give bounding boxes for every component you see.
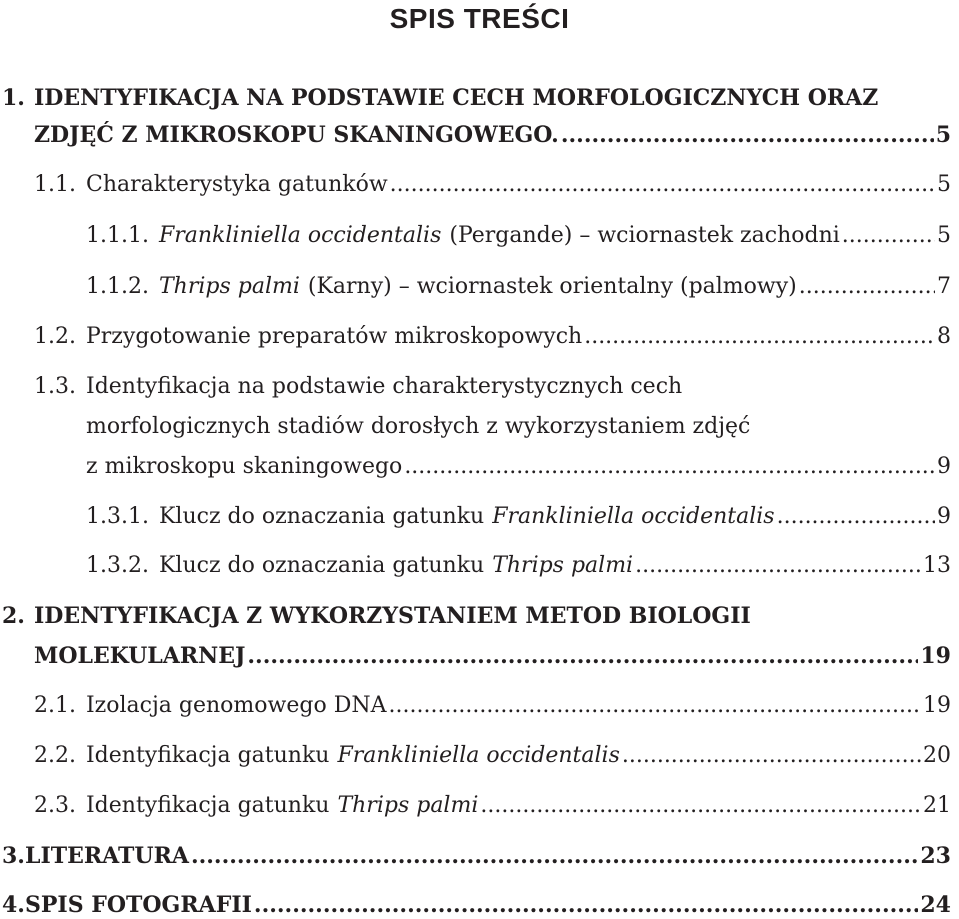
toc-page: 23 — [920, 843, 951, 869]
toc-section-3[interactable] — [2, 844, 951, 868]
toc-page: 20 — [923, 743, 951, 768]
toc-number: 1.3.1. — [86, 504, 149, 529]
toc-page: 21 — [923, 793, 951, 818]
leader-dots — [480, 794, 921, 818]
toc-title: Identyfikacja gatunku — [85, 743, 330, 768]
toc-page: 19 — [923, 693, 951, 718]
toc-number: 1.3. — [34, 374, 76, 399]
page-title: SPIS TREŚCI — [389, 3, 570, 34]
toc-page: 5 — [937, 223, 951, 248]
toc-title: (Karny) – wciornastek orientalny (palmowy) — [307, 274, 797, 299]
leader-dots — [404, 455, 935, 479]
toc-page: 19 — [920, 643, 951, 669]
toc-title: Identyfikacja gatunku — [85, 793, 330, 818]
toc-title: Charakterystyka gatunków — [85, 172, 388, 197]
leader-dots — [254, 893, 918, 917]
toc-title: IDENTYFIKACJA Z WYKORZYSTANIEM METOD BIOLOGII — [34, 603, 751, 629]
toc-entry-2-1[interactable] — [34, 694, 951, 718]
toc-number: 1.3.2. — [86, 553, 149, 578]
toc-number: 1. — [2, 85, 25, 111]
toc-entry-2-2[interactable] — [34, 744, 951, 768]
toc-number: 4. — [2, 892, 25, 918]
toc-page: 5 — [935, 122, 951, 148]
leader-dots — [390, 173, 935, 197]
toc-species-name: Frankliniella occidentalis — [158, 223, 442, 248]
toc-title: (Pergande) – wciornastek zachodni — [449, 223, 840, 248]
toc-title: Klucz do oznaczania gatunku — [158, 553, 485, 578]
toc-entry-1-3-line3[interactable] — [86, 455, 951, 479]
toc-species-name: Thrips palmi — [337, 793, 479, 818]
toc-title-cont: MOLEKULARNEJ — [34, 643, 246, 669]
toc-number: 1.1.2. — [86, 274, 149, 299]
leader-dots — [584, 325, 935, 349]
leader-dots — [191, 844, 918, 868]
leader-dots — [777, 505, 935, 529]
toc-entry-1-3-2[interactable] — [86, 554, 951, 578]
toc-number: 3. — [2, 843, 25, 869]
toc-page: 7 — [937, 274, 951, 299]
toc-title: Izolacja genomowego DNA — [85, 693, 387, 718]
toc-species-name: Frankliniella occidentalis — [492, 504, 775, 529]
toc-page: 8 — [937, 324, 951, 349]
toc-entry-1-3-1[interactable] — [86, 505, 951, 529]
toc-number: 2.3. — [34, 793, 76, 818]
toc-section-2-line1[interactable] — [2, 604, 751, 628]
toc-entry-1-1-1[interactable] — [86, 224, 951, 248]
leader-dots — [389, 694, 922, 718]
toc-title: Identyfikacja na podstawie charakterystycznych cech — [86, 374, 683, 399]
toc-title: IDENTYFIKACJA NA PODSTAWIE CECH MORFOLOGICZNYCH ORAZ — [34, 85, 879, 111]
toc-number: 1.1. — [34, 172, 76, 197]
leader-dots — [247, 644, 918, 668]
toc-title: LITERATURA — [24, 843, 189, 869]
toc-entry-1-3-line1[interactable] — [34, 375, 682, 399]
toc-number: 2.2. — [34, 743, 76, 768]
toc-title: SPIS FOTOGRAFII — [24, 892, 252, 918]
toc-section-2-line2[interactable] — [34, 644, 951, 668]
toc-title: Przygotowanie preparatów mikroskopowych — [85, 324, 583, 349]
leader-dots — [842, 224, 935, 248]
toc-page: 13 — [923, 553, 951, 578]
toc-species-name: Thrips palmi — [492, 553, 634, 578]
toc-species-name: Thrips palmi — [158, 274, 300, 299]
toc-number: 1.2. — [34, 324, 76, 349]
leader-dots — [635, 554, 921, 578]
toc-page: 24 — [920, 892, 951, 918]
toc-entry-2-3[interactable] — [34, 794, 951, 818]
toc-number: 2.1. — [34, 693, 76, 718]
toc-page: 5 — [937, 172, 951, 197]
leader-dots — [622, 744, 921, 768]
toc-title: Klucz do oznaczania gatunku — [158, 504, 485, 529]
toc-section-4[interactable] — [2, 893, 951, 917]
toc-section-1-line2[interactable] — [34, 123, 951, 147]
toc-entry-1-3-line2: morfologicznych stadiów dorosłych z wykorzystaniem zdjęć — [86, 414, 751, 439]
toc-entry-1-1[interactable] — [34, 173, 951, 197]
toc-title-cont: z mikroskopu skaningowego — [86, 454, 403, 479]
toc-title-cont: ZDJĘĆ Z MIKROSKOPU SKANINGOWEGO. — [34, 122, 559, 148]
toc-species-name: Frankliniella occidentalis — [337, 743, 620, 768]
toc-number: 1.1.1. — [86, 223, 149, 248]
toc-number: 2. — [2, 603, 25, 629]
toc-page: 9 — [937, 504, 951, 529]
toc-entry-1-2[interactable] — [34, 325, 951, 349]
toc-entry-1-1-2[interactable] — [86, 275, 951, 299]
leader-dots — [561, 123, 934, 147]
leader-dots — [799, 275, 935, 299]
toc-page: 9 — [937, 454, 951, 479]
toc-section-1-line1[interactable] — [2, 86, 878, 110]
